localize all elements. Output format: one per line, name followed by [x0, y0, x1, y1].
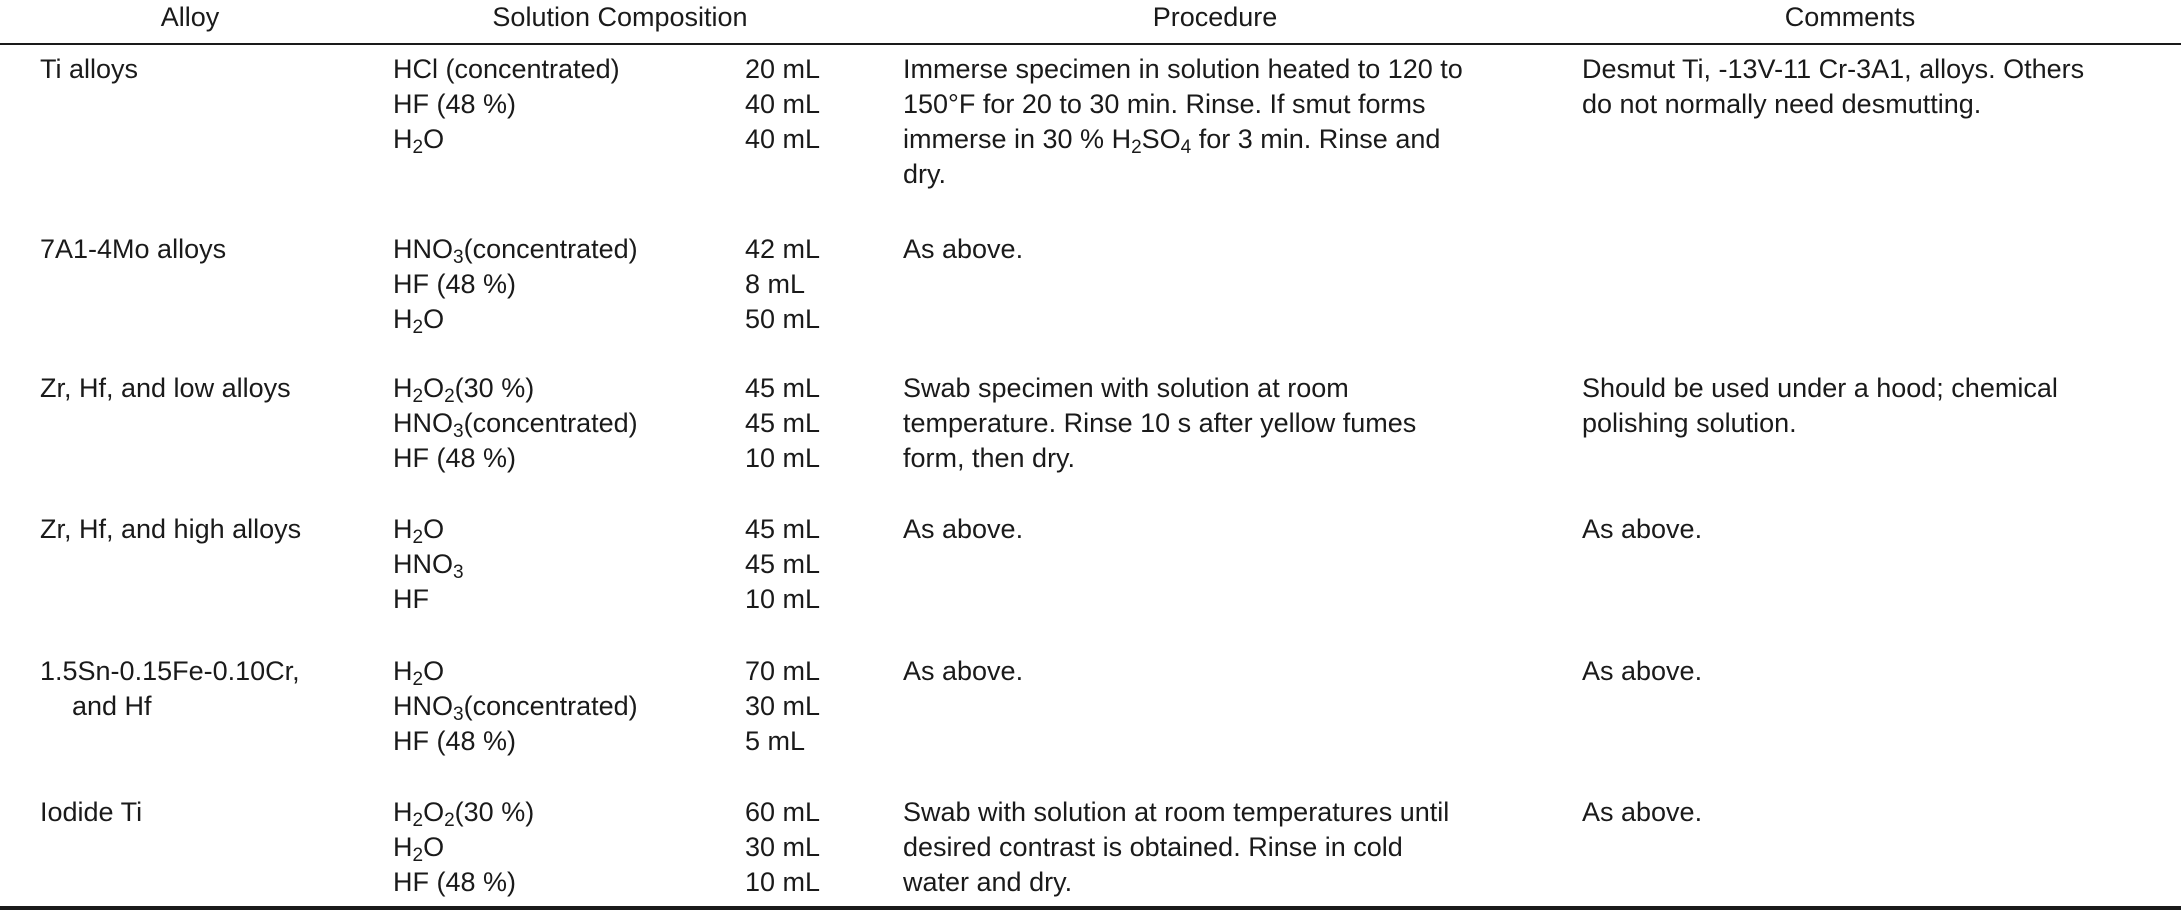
procedure-cell	[903, 654, 1543, 689]
reagent: $H_2O$	[393, 514, 445, 548]
alloy-name: 1.5Sn-0.15Fe-0.10Cr,	[40, 656, 300, 686]
reagent: $H_2O$	[393, 832, 445, 866]
comment-line: do not normally need desmutting.	[1582, 89, 1982, 119]
alloy-cell	[40, 795, 340, 830]
header-comments: Comments	[1784, 2, 1916, 32]
reagent: $HNO_3$	[393, 549, 464, 583]
bottom-rule	[0, 906, 2181, 910]
reagent-quantity: 40 mL	[745, 89, 821, 119]
quantity-cell	[745, 654, 855, 759]
alloy-cell	[40, 654, 340, 724]
composition-cell	[393, 512, 733, 617]
comments-cell	[1582, 795, 2172, 830]
reagent: HF (48 %)	[393, 867, 517, 897]
reagent-quantity: 30 mL	[745, 832, 821, 862]
alloy-cell	[40, 52, 340, 87]
comment-line: As above.	[1582, 514, 1703, 544]
reagent: HF (48 %)	[393, 726, 517, 756]
reagent: $H_2O$	[393, 124, 445, 158]
quantity-cell	[745, 512, 855, 617]
comments-cell	[1582, 371, 2172, 441]
reagent-quantity: 45 mL	[745, 514, 821, 544]
procedure-line: form, then dry.	[903, 443, 1076, 473]
comments-cell	[1582, 654, 2172, 689]
composition-cell	[393, 52, 733, 157]
procedure-cell	[903, 795, 1543, 900]
reagent-quantity: 70 mL	[745, 656, 821, 686]
procedure-line: As above.	[903, 514, 1024, 544]
procedure-cell	[903, 52, 1543, 192]
comment-line: Desmut Ti, -13V-11 Cr-3A1, alloys. Others	[1582, 54, 2085, 84]
alloy-cell	[40, 232, 340, 267]
composition-cell	[393, 795, 733, 900]
reagent-quantity: 45 mL	[745, 549, 821, 579]
alloy-name: Zr, Hf, and low alloys	[40, 373, 291, 403]
procedure-line: temperature. Rinse 10 s after yellow fumes	[903, 408, 1417, 438]
alloy-name: 7A1-4Mo alloys	[40, 234, 227, 264]
procedure-cell	[903, 371, 1543, 476]
composition-cell	[393, 654, 733, 759]
reagent-quantity: 30 mL	[745, 691, 821, 721]
composition-cell	[393, 371, 733, 476]
quantity-cell	[745, 232, 855, 337]
reagent: HF	[393, 584, 429, 614]
reagent-quantity: 60 mL	[745, 797, 821, 827]
reagent: HCl (concentrated)	[393, 54, 620, 84]
header-solution-composition: Solution Composition	[492, 2, 748, 32]
reagent: $HNO_3(concentrated)$	[393, 234, 638, 268]
procedure-line: Swab with solution at room temperatures until	[903, 797, 1450, 827]
comments-cell	[1582, 52, 2172, 122]
reagent-quantity: 45 mL	[745, 373, 821, 403]
comments-cell	[1582, 512, 2172, 547]
procedure-line: 150°F for 20 to 30 min. Rinse. If smut forms	[903, 89, 1426, 119]
procedure-line: desired contrast is obtained. Rinse in cold	[903, 832, 1403, 862]
procedure-cell	[903, 512, 1543, 547]
alloy-name-continuation: and Hf	[72, 691, 152, 721]
header-procedure: Procedure	[1152, 2, 1278, 32]
quantity-cell	[745, 52, 855, 157]
reagent: HF (48 %)	[393, 443, 517, 473]
procedure-line: immerse in 30 % $H_2SO_4$ for 3 min. Rinse and	[903, 124, 1441, 158]
comment-line: As above.	[1582, 656, 1703, 686]
comment-line: As above.	[1582, 797, 1703, 827]
reagent-quantity: 10 mL	[745, 867, 821, 897]
reagent-quantity: 20 mL	[745, 54, 821, 84]
header-rule	[0, 43, 2181, 45]
reagent: $H_2O_2(30$ %)	[393, 373, 535, 407]
reagent: HF (48 %)	[393, 89, 517, 119]
reagent-quantity: 10 mL	[745, 584, 821, 614]
comment-line: Should be used under a hood; chemical	[1582, 373, 2058, 403]
reagent-quantity: 5 mL	[745, 726, 806, 756]
reagent-quantity: 45 mL	[745, 408, 821, 438]
quantity-cell	[745, 795, 855, 900]
reagent: $HNO_3(concentrated)$	[393, 691, 638, 725]
procedure-cell	[903, 232, 1543, 267]
composition-cell	[393, 232, 733, 337]
reagent-quantity: 10 mL	[745, 443, 821, 473]
reagent-quantity: 8 mL	[745, 269, 806, 299]
alloy-cell	[40, 512, 340, 547]
procedure-line: Swab specimen with solution at room	[903, 373, 1349, 403]
procedure-line: As above.	[903, 234, 1024, 264]
quantity-cell	[745, 371, 855, 476]
procedure-line: dry.	[903, 159, 947, 189]
reagent: HF (48 %)	[393, 269, 517, 299]
alloy-name: Ti alloys	[40, 54, 139, 84]
procedure-line: Immerse specimen in solution heated to 120 to	[903, 54, 1463, 84]
alloy-name: Zr, Hf, and high alloys	[40, 514, 302, 544]
procedure-line: As above.	[903, 656, 1024, 686]
reagent-quantity: 42 mL	[745, 234, 821, 264]
reagent: $HNO_3(concentrated)$	[393, 408, 638, 442]
reagent: $H_2O$	[393, 656, 445, 690]
reagent: $H_2O_2(30$ %)	[393, 797, 535, 831]
alloy-cell	[40, 371, 340, 406]
alloy-name: Iodide Ti	[40, 797, 143, 827]
comment-line: polishing solution.	[1582, 408, 1797, 438]
reagent-quantity: 40 mL	[745, 124, 821, 154]
reagent: $H_2O$	[393, 304, 445, 338]
procedure-line: water and dry.	[903, 867, 1073, 897]
header-alloy: Alloy	[160, 2, 220, 32]
reagent-quantity: 50 mL	[745, 304, 821, 334]
